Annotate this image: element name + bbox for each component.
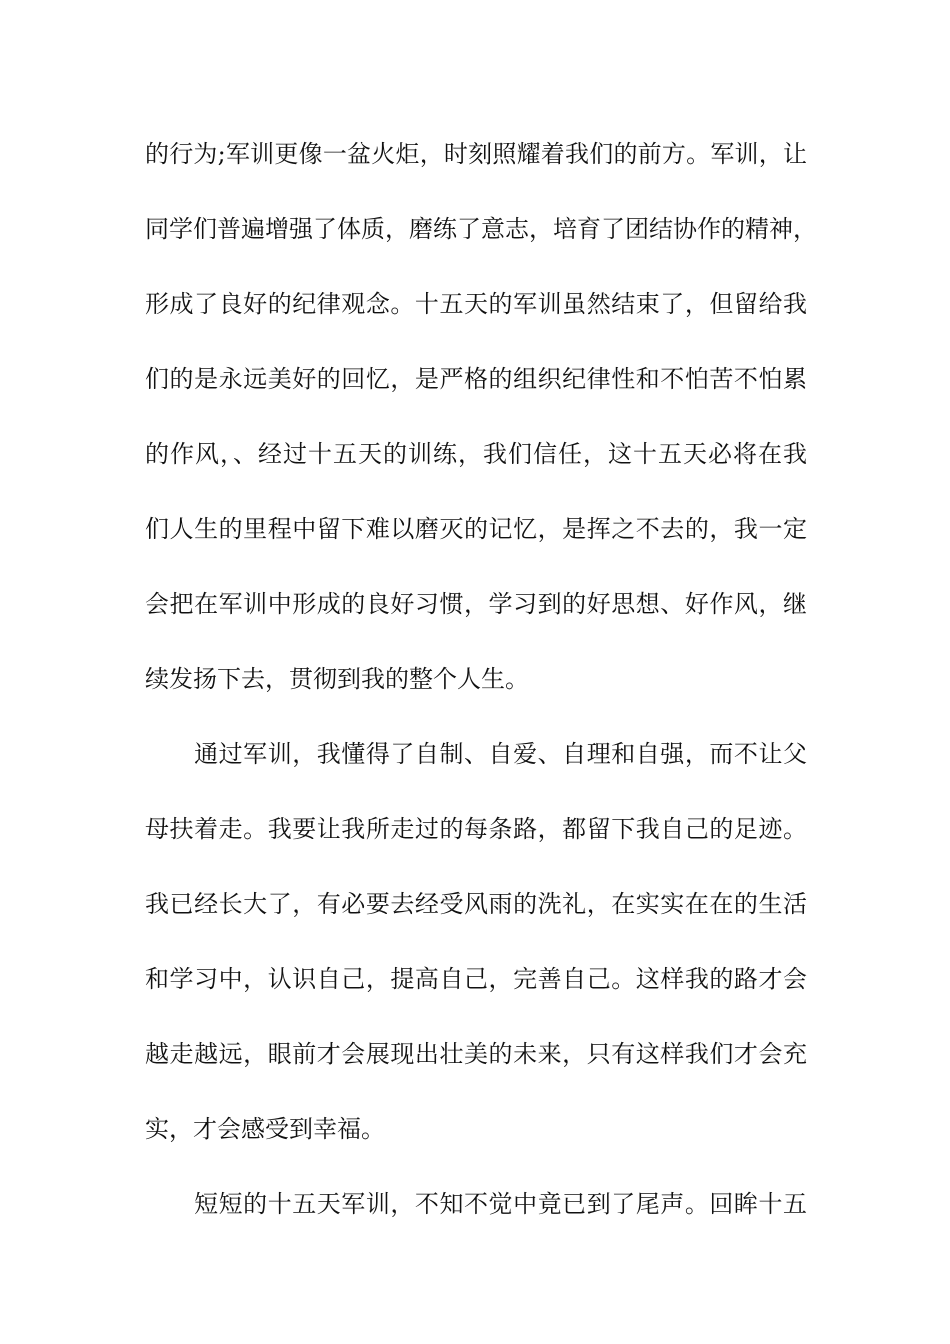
text-line: 会把在军训中形成的良好习惯，学习到的好思想、好作风，继 [145,590,807,618]
text-line: 的行为;军训更像一盆火炬，时刻照耀着我们的前方。军训，让 [145,140,807,168]
text-line: 实，才会感受到幸福。 [145,1115,385,1143]
text-line: 续发扬下去，贯彻到我的整个人生。 [145,665,529,693]
text-line: 越走越远，眼前才会展现出壮美的未来，只有这样我们才会充 [145,1040,807,1068]
text-line: 母扶着走。我要让我所走过的每条路，都留下我自己的足迹。 [145,815,807,843]
text-line: 们的是永远美好的回忆，是严格的组织纪律性和不怕苦不怕累 [145,365,807,393]
text-line: 的作风，、经过十五天的训练，我们信任，这十五天必将在我 [145,440,807,468]
text-line: 我已经长大了，有必要去经受风雨的洗礼，在实实在在的生活 [145,890,807,918]
text-line: 和学习中，认识自己，提高自己，完善自己。这样我的路才会 [145,965,807,993]
text-line: 同学们普遍增强了体质，磨练了意志，培育了团结协作的精神， [145,215,817,243]
text-line: 通过军训，我懂得了自制、自爱、自理和自强，而不让父 [145,740,807,768]
text-line: 短短的十五天军训，不知不觉中竟已到了尾声。回眸十五 [145,1190,807,1218]
text-line: 们人生的里程中留下难以磨灭的记忆，是挥之不去的，我一定 [145,515,807,543]
document-body [145,126,817,1251]
text-line: 形成了良好的纪律观念。十五天的军训虽然结束了，但留给我 [145,290,807,318]
